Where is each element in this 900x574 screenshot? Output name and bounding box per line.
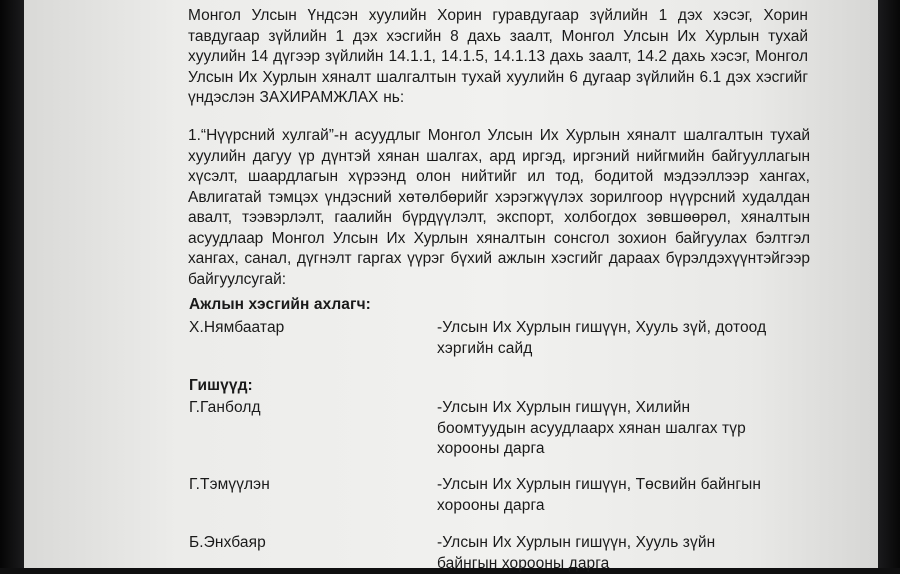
member-name: Г.Ганболд [189,399,261,416]
item-1-paragraph: 1.“Нүүрсний хулгай”-н асуудлыг Монгол Улсын Их Хурлын хяналт шалгалтын тухай хуулийн дагуу үр дүнтэй хянан шалгах, ард иргэд, иргэний нийгмийн байгууллагын хүсэлт, шаардлагын хүрээнд олон нийтийг ил тод, бодитой мэдээллээр хангах, Авлигатай тэмцэх үндэсний хөтөлбөрийг хэрэгжүүлэх зорилгоор нүүрсний худалдан авалт, тээвэрлэлт, гаалийн бүрдүүлэлт, экспорт, холбогдох зөвшөөрөл, хяналтын асуудлаар Монгол Улсын Их Хурлын хяналтын сонсгол зохион байгуулах бэлтгэл хангах, санал, дүгнэлт гаргах үүрэг бүхий ажлын хэсгийг дараах бүрэлдэхүүнтэйгээр байгуулсугай: [188,127,810,288]
intro-block [24,0,878,110]
members-heading: Гишүүд: [189,377,253,394]
member-role: -Улсын Их Хурлын гишүүн, Хууль зүйн байнгын хорооны дарга [437,534,716,572]
member-name: Г.Тэмүүлэн [189,476,270,493]
intro-text: Монгол Улсын Үндсэн хуулийн Хорин гуравдугаар зүйлийн 1 дэх хэсэг, Хорин тавдугаар зүйлийн 1 дэх хэсгийн 8 дахь заалт, Монгол Улсын Их Хурлын тухай хуулийн 14 дүгээр зүйлийн 14.1.1, 14.1.5, 14.1.13 дахь заалт, 14.2 дахь хэсэг, Монгол Улсын Их Хурлын хяналт шалгалтын тухай хуулийн 6 дугаар зүйлийн 6.1 дэх хэсгийг үндэслэн ЗАХИРАМЖЛАХ нь: [188,7,808,106]
leader-name: Х.Нямбаатар [189,319,285,336]
document-page [24,0,878,572]
member-role: -Улсын Их Хурлын гишүүн, Төсвийн байнгын хорооны дарга [437,476,762,514]
photo-right-edge [878,0,900,568]
photo-left-edge [0,0,26,568]
member-name: Б.Энхбаяр [189,534,266,551]
leader-heading: Ажлын хэсгийн ахлагч: [189,296,371,313]
member-role: -Улсын Их Хурлын гишүүн, Хилийн боомтуудын асуудлаарх хянан шалгах түр хорооны дарга [437,399,746,457]
leader-role: -Улсын Их Хурлын гишүүн, Хууль зүй, дотоод хэргийн сайд [437,319,767,357]
